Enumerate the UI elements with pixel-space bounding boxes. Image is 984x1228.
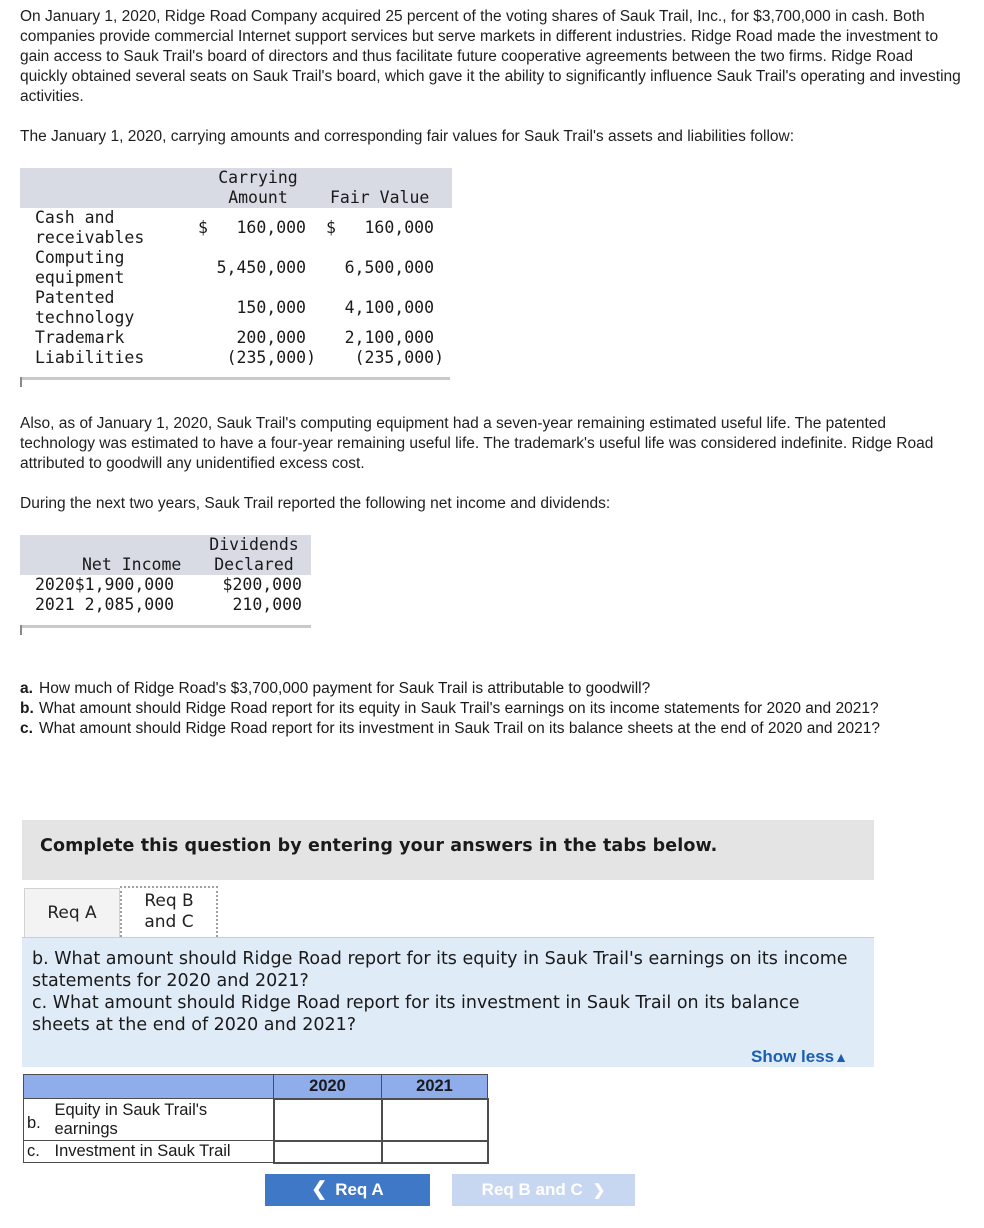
question-a: [20, 679, 964, 699]
next-req-b-and-c-button[interactable]: [452, 1174, 635, 1206]
income-table-caption: During the next two years, Sauk Trail reported the following net income and dividends:: [20, 495, 611, 512]
panel-question-b: b. What amount should Ridge Road report for its equity in Sauk Trail's earnings on its income statements for 2020 and 2021?: [32, 949, 848, 991]
input-equity-2020[interactable]: [274, 1099, 382, 1141]
carrying-patented: 150,000: [236, 298, 306, 317]
fair-computing: 6,500,000: [344, 258, 434, 277]
header-label: [52, 1075, 274, 1099]
question-text: How much of Ridge Road's $3,700,000 payment for Sauk Trail is attributable to goodwill?: [39, 680, 651, 697]
row-label-line: equipment: [35, 268, 125, 287]
input-equity-2021[interactable]: [382, 1099, 488, 1141]
table-bottom-rule: [20, 625, 311, 628]
question-letter: a.: [20, 680, 33, 697]
row-label-line: Cash and: [35, 208, 115, 227]
input-investment-2020[interactable]: [274, 1141, 382, 1163]
fair-patented: 4,100,000: [344, 298, 434, 317]
carrying-liabilities: (235,000): [226, 348, 316, 367]
header-carrying-line1: Carrying: [218, 168, 298, 187]
answer-table: [23, 1074, 489, 1164]
question-c: [20, 719, 964, 739]
header-fair-value: Fair Value: [330, 188, 430, 207]
tab-label-line1: Req B: [144, 891, 194, 911]
req-b-c-panel: [22, 937, 874, 1067]
tab-req-a[interactable]: Req A: [24, 888, 120, 937]
input-investment-2021[interactable]: [382, 1141, 488, 1163]
header-dividends-line1: Dividends: [209, 535, 299, 554]
row-label-patented: [35, 288, 134, 328]
question-letter: c.: [20, 720, 33, 737]
fair-liabilities: (235,000): [354, 348, 444, 367]
row-label-trademark: Trademark: [35, 328, 125, 347]
row-letter: b.: [24, 1099, 52, 1141]
carrying-computing: 5,450,000: [216, 258, 306, 277]
dividends-2020: $200,000: [222, 575, 302, 594]
row-label-line1: Equity in Sauk Trail's: [54, 1100, 208, 1119]
next-button-label: Req B and C: [481, 1180, 583, 1199]
instructions-banner: [22, 820, 874, 880]
table-corner: [20, 625, 22, 635]
table-bottom-rule: [20, 377, 450, 380]
show-less-link[interactable]: [751, 1047, 848, 1067]
dividends-2021: 210,000: [232, 595, 302, 614]
question-b: [20, 699, 964, 719]
table-corner: [20, 377, 22, 387]
row-label-liabilities: Liabilities: [35, 348, 145, 367]
question-letter: b.: [20, 700, 34, 717]
useful-life-paragraph: Also, as of January 1, 2020, Sauk Trail's computing equipment had a seven-year remaining estimated useful life. The patented technology was estimated to have a four-year remaining useful life. The trademark's useful life was considered indefinite. Ridge Road attributed to goodwill any unidentified excess cost.: [20, 415, 934, 472]
question-text: What amount should Ridge Road report for its investment in Sauk Trail on its balance sheets at the end of 2020 and 2021?: [39, 720, 880, 737]
tab-req-b-and-c[interactable]: [120, 886, 218, 937]
prev-req-a-button[interactable]: [265, 1174, 430, 1206]
show-less-label: Show less: [751, 1047, 835, 1066]
dollar-sign: $: [326, 218, 336, 237]
row-label-cash: [35, 208, 144, 248]
row-label: [52, 1099, 274, 1141]
panel-question-c: c. What amount should Ridge Road report for its investment in Sauk Trail on its balance sheets at the end of 2020 and 2021?: [32, 993, 800, 1035]
header-dividends: [204, 535, 304, 575]
header-2021: 2021: [382, 1075, 488, 1099]
triangle-up-icon: ▲: [834, 1049, 848, 1065]
row-label-computing: [35, 248, 124, 288]
chevron-right-icon: ❯: [592, 1182, 606, 1199]
header-net-income: Net Income: [82, 555, 182, 574]
row-letter: c.: [24, 1141, 52, 1163]
row-label: Investment in Sauk Trail: [52, 1141, 274, 1163]
row-label-line: technology: [35, 308, 135, 327]
header-dividends-line2: Declared: [214, 555, 294, 574]
row-label-line: Patented: [35, 288, 115, 307]
row-label-line: receivables: [35, 228, 145, 247]
row-label-line: Computing: [35, 248, 125, 267]
header-carrying-line2: Amount: [228, 188, 288, 207]
fair-trademark: 2,100,000: [344, 328, 434, 347]
chevron-left-icon: ❮: [311, 1179, 328, 1200]
header-blank: [24, 1075, 52, 1099]
dollar-sign: $: [198, 218, 208, 237]
row-label-line2: earnings: [54, 1119, 118, 1138]
carrying-trademark: 200,000: [236, 328, 306, 347]
carrying-cash: 160,000: [236, 218, 306, 237]
answer-row-c: [24, 1141, 488, 1163]
intro-table-caption: The January 1, 2020, carrying amounts and corresponding fair values for Sauk Trail's assets and liabilities follow:: [20, 128, 795, 145]
intro-paragraph: On January 1, 2020, Ridge Road Company acquired 25 percent of the voting shares of Sauk Trail, Inc., for $3,700,000 in cash. Both companies provide commercial Internet support services but serve markets in different industries. Ridge Road made the investment to gain access to Sauk Trail's board of directors and thus facilitate future cooperative agreements between the two firms. Ridge Road quickly obtained several seats on Sauk Trail's board, which gave it the ability to significantly influence Sauk Trail's operating and investing activities.: [20, 8, 961, 105]
header-carrying: [213, 168, 303, 208]
fair-cash: 160,000: [364, 218, 434, 237]
question-text: What amount should Ridge Road report for its equity in Sauk Trail's earnings on its income statements for 2020 and 2021?: [39, 700, 879, 717]
answer-header-row: [24, 1075, 488, 1099]
answer-row-b: [24, 1099, 488, 1141]
question-list: [20, 679, 964, 739]
instructions-text: Complete this question by entering your answers in the tabs below.: [40, 836, 718, 856]
row-2020: 2020$1,900,000: [35, 575, 175, 594]
tab-label-line2: and C: [144, 912, 194, 932]
header-2020: 2020: [274, 1075, 382, 1099]
prev-button-label: Req A: [335, 1180, 384, 1199]
row-2021: 2021 2,085,000: [35, 595, 175, 614]
